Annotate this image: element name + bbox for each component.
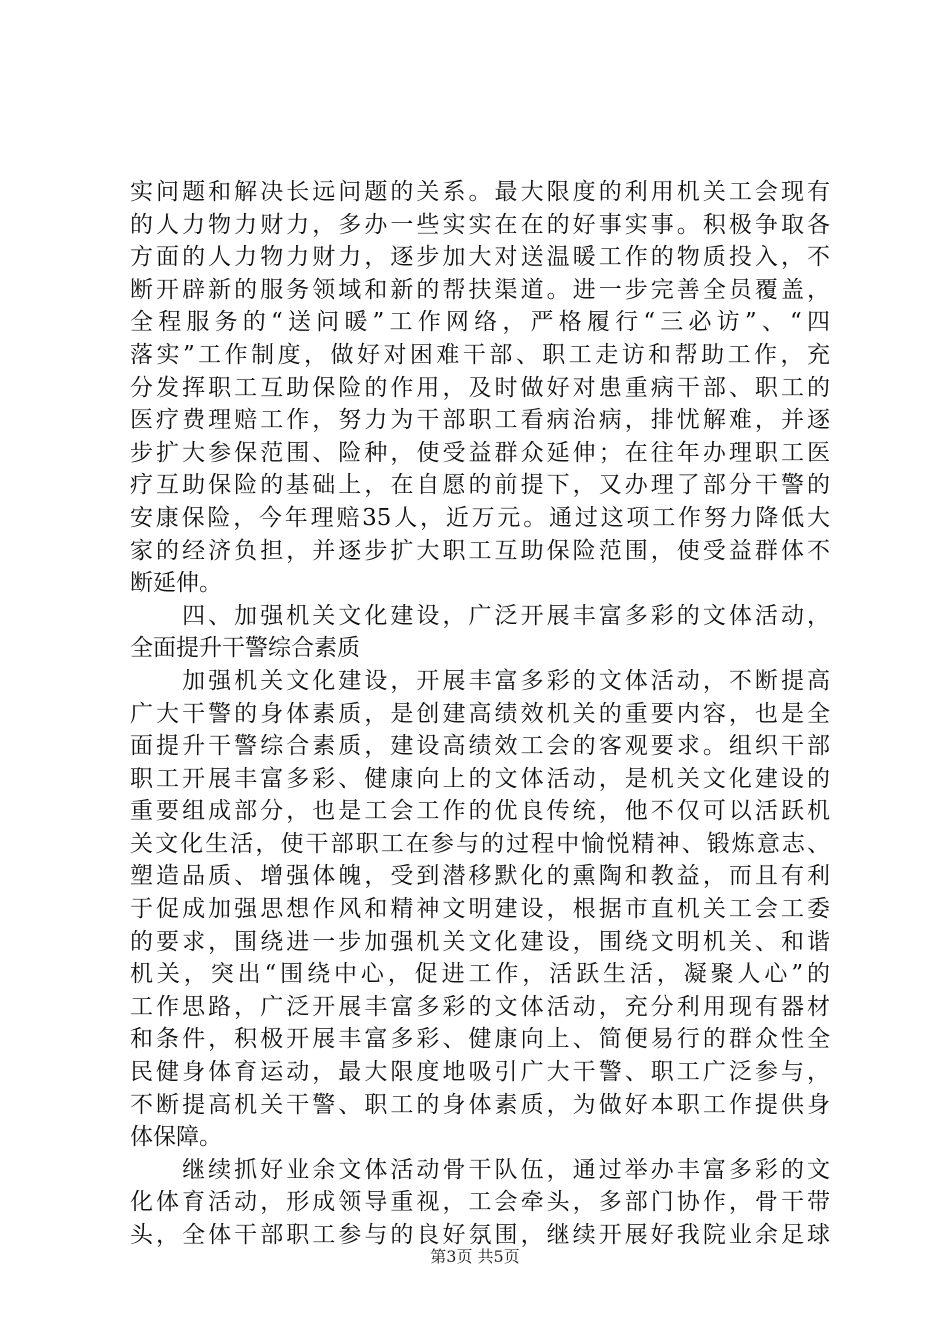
text-line-13: 断延伸。 — [130, 570, 222, 597]
text-line-29: 不断提高机关干警、职工的身体素质，为做好本职工作提供身 — [130, 1091, 830, 1118]
text-line-12: 家的经济负担，并逐步扩大职工互助保险范围，使受益群体不 — [130, 537, 830, 564]
text-line-25: 机关，突出“围绕中心，促进工作，活跃生活，凝聚人心”的 — [130, 961, 830, 988]
text-line-26: 工作思路，广泛开展丰富多彩的文体活动，充分利用现有器材 — [130, 993, 830, 1020]
text-line-10: 疗互助保险的基础上，在自愿的前提下，又办理了部分干警的 — [130, 472, 830, 499]
body-text — [130, 176, 830, 1252]
text-line-6: 落实”工作制度，做好对困难干部、职工走访和帮助工作，充 — [130, 341, 830, 368]
text-line-28: 民健身体育运动，最大限度地吸引广大干警、职工广泛参与， — [130, 1059, 830, 1086]
text-line-20: 重要组成部分，也是工会工作的优良传统，他不仅可以活跃机 — [130, 798, 830, 825]
page-number-label: 第3页 共5页 — [430, 1247, 520, 1266]
text-line-2: 的人力物力财力，多办一些实实在在的好事实事。积极争取各 — [130, 211, 830, 238]
text-line-11: 安康保险，今年理赔35人，近万元。通过这项工作努力降低大 — [130, 504, 830, 531]
text-line-21: 关文化生活，使干部职工在参与的过程中愉悦精神、锻炼意志、 — [130, 830, 830, 857]
text-line-22: 塑造品质、增强体魄，受到潜移默化的熏陶和教益，而且有利 — [130, 863, 830, 890]
text-line-3: 方面的人力物力财力，逐步加大对送温暖工作的物质投入，不 — [130, 244, 830, 271]
text-line-31: 继续抓好业余文体活动骨干队伍，通过举办丰富多彩的文 — [130, 1156, 830, 1183]
text-line-23: 于促成加强思想作风和精神文明建设，根据市直机关工会工委 — [130, 896, 830, 923]
text-line-32: 化体育活动，形成领导重视，工会牵头，多部门协作，骨干带 — [130, 1189, 830, 1216]
text-line-19: 职工开展丰富多彩、健康向上的文体活动，是机关文化建设的 — [130, 765, 830, 792]
text-line-24: 的要求，围绕进一步加强机关文化建设，围绕文明机关、和谐 — [130, 928, 830, 955]
text-line-1: 实问题和解决长远问题的关系。最大限度的利用机关工会现有 — [130, 179, 830, 205]
text-line-7: 分发挥职工互助保险的作用，及时做好对患重病干部、职工的 — [130, 374, 830, 401]
text-line-5: 全程服务的“送问暖”工作网络，严格履行“三必访”、“四 — [130, 309, 830, 336]
text-line-16: 加强机关文化建设，开展丰富多彩的文体活动，不断提高 — [130, 667, 830, 694]
text-line-30: 体保障。 — [130, 1124, 222, 1151]
text-line-9: 步扩大参保范围、险种，使受益群众延伸；在往年办理职工医 — [130, 439, 830, 466]
text-line-8: 医疗费理赔工作，努力为干部职工看病治病，排忧解难，并逐 — [130, 407, 830, 434]
text-line-17: 广大干警的身体素质，是创建高绩效机关的重要内容，也是全 — [130, 700, 830, 727]
text-line-18: 面提升干警综合素质，建设高绩效工会的客观要求。组织干部 — [130, 733, 830, 760]
text-line-27: 和条件，积极开展丰富多彩、健康向上、简便易行的群众性全 — [130, 1026, 830, 1053]
text-line-4: 断开辟新的服务领域和新的帮扶渠道。进一步完善全员覆盖， — [130, 276, 830, 303]
text-line-33: 头，全体干部职工参与的良好氛围，继续开展好我院业余足球 — [130, 1222, 830, 1248]
section-heading-line-2: 全面提升干警综合素质 — [130, 635, 360, 662]
section-heading-line-1: 四、加强机关文化建设，广泛开展丰富多彩的文体活动， — [130, 602, 830, 629]
page-footer — [0, 1247, 950, 1267]
